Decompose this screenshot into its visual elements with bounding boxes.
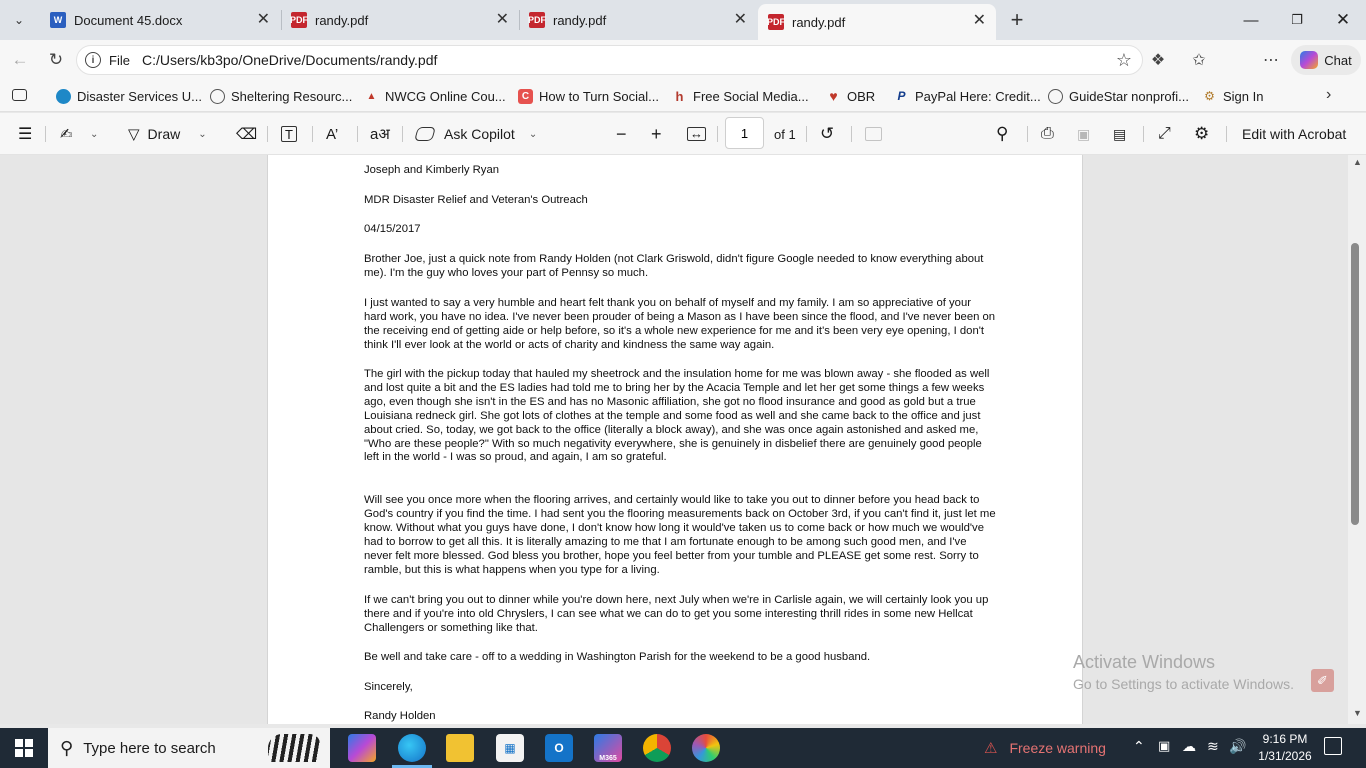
- taskbar-search-box[interactable]: [48, 728, 330, 768]
- toolbar-separator: [45, 126, 46, 142]
- toolbar-separator: [402, 126, 403, 142]
- globe-icon: [210, 89, 225, 104]
- letter-paragraph: Will see you once more when the flooring arrives, and certainly would like to take you out to dinner before you head back to God's country if you find the time. I had sent you the flooring measurements back on October 3rd, if you can't find it, just let me know. Without what you guys have done, I don't know how long it would've taken us to come back or how much we would've had to borrow to get all this. It is literally amazing to me that I am fortunate enough to be among such good men, and I've never felt more blessed. God bless you brother, hope you feel better from your tumble and PLEASE get some rest. Sorry to ramble, but this is what happens when you type for a living.: [364, 494, 996, 576]
- scroll-down-icon[interactable]: ▼: [1353, 708, 1362, 718]
- refresh-button[interactable]: [44, 48, 68, 72]
- letter-signature: Randy Holden: [364, 710, 436, 722]
- tab-randy-pdf-2[interactable]: [519, 0, 757, 40]
- weather-widget[interactable]: [984, 728, 1106, 768]
- letter-organization: MDR Disaster Relief and Veteran's Outreach: [364, 194, 588, 206]
- pdf-icon: PDF: [768, 14, 784, 30]
- tab-label: randy.pdf: [792, 14, 846, 30]
- favorite-how-to-turn-social[interactable]: [518, 86, 659, 106]
- toolbar-separator: [312, 126, 313, 142]
- notifications-icon[interactable]: [1324, 737, 1342, 755]
- toolbar-separator: [851, 126, 852, 142]
- page-number-input[interactable]: [725, 117, 764, 149]
- favorite-label: How to Turn Social...: [539, 88, 659, 104]
- clock-time: 9:16 PM: [1262, 732, 1308, 746]
- search-icon[interactable]: ⚲: [996, 124, 1009, 143]
- print-icon[interactable]: ⎙: [1041, 125, 1054, 142]
- copilot-chat-button[interactable]: [1291, 45, 1361, 75]
- copilot-icon: [1300, 51, 1318, 69]
- favorite-label: Free Social Media...: [693, 88, 809, 104]
- favorite-obr[interactable]: [826, 86, 875, 106]
- favorite-label: Sheltering Resourc...: [231, 88, 353, 104]
- favorites-button[interactable]: [1187, 48, 1211, 72]
- close-icon[interactable]: ✕: [733, 11, 747, 28]
- chat-label: Chat: [1324, 52, 1352, 68]
- vertical-scrollbar[interactable]: [1348, 155, 1366, 724]
- fit-width-icon[interactable]: ↔: [687, 127, 706, 141]
- translate-icon[interactable]: aअ: [370, 126, 390, 143]
- tab-label: Document 45.docx: [74, 12, 183, 28]
- chevron-down-icon: ⌄: [13, 13, 25, 27]
- edge-icon: [56, 89, 71, 104]
- globe-icon: [1048, 89, 1063, 104]
- toolbar-separator: [267, 126, 268, 142]
- tab-document-45[interactable]: [40, 0, 280, 40]
- letter-paragraph: The girl with the pickup today that hauled my sheetrock and the insulation home for me was blown away - she flooded as well and lost quite a bit and the ES ladies had told me to bring her by the Acacia Temple and let her get some things a few weeks ago, even though she isn't in the ES and has no Masonic affiliation, she got no flood insurance and good as gold but a true Louisiana redneck girl. She got lots of clothes at the temple and some food as well and she came back to the office and just about cried. So, today, we got back to the office (literally a block away), and she was once again astonished and asked me, "Who are these people?" With so much negativity everywhere, she is genuinely in disbelief there are genuinely good people left in the world - I was so proud, and again, I am so grateful.: [364, 368, 990, 464]
- toolbar-separator: [357, 126, 358, 142]
- ask-copilot-label: Ask Copilot: [444, 126, 515, 142]
- zebra-highlight-icon: [268, 734, 320, 762]
- text-box-icon[interactable]: T: [281, 126, 297, 142]
- rotate-icon[interactable]: ↺: [820, 124, 835, 143]
- pdf-viewer: [0, 155, 1366, 724]
- tab-randy-pdf-1[interactable]: [281, 0, 519, 40]
- favorite-label: OBR: [847, 88, 876, 104]
- letter-date: 04/15/2017: [364, 223, 421, 235]
- minimize-button[interactable]: [1228, 0, 1274, 40]
- save-icon[interactable]: ▣: [1077, 125, 1091, 142]
- toolbar-separator: [1143, 126, 1144, 142]
- site-icon: C: [518, 89, 533, 104]
- outlook-icon[interactable]: O: [545, 734, 573, 762]
- close-window-button[interactable]: [1320, 0, 1366, 40]
- photos-icon[interactable]: [692, 734, 720, 762]
- copilot-app-icon[interactable]: [348, 734, 376, 762]
- restore-icon: ❐: [1291, 12, 1303, 27]
- search-placeholder: Type here to search: [83, 739, 216, 757]
- letter-closing: Sincerely,: [364, 681, 413, 693]
- site-icon: h: [675, 88, 684, 104]
- draw-label: Draw: [147, 126, 181, 142]
- favorite-label: Disaster Services U...: [77, 88, 202, 104]
- pdf-page: [267, 155, 1083, 724]
- word-icon: W: [50, 12, 66, 28]
- tab-label: randy.pdf: [315, 12, 369, 28]
- chevron-right-icon[interactable]: ›: [1326, 86, 1332, 103]
- address-scheme: File: [109, 52, 130, 68]
- warning-icon: ⚠: [984, 740, 998, 757]
- file-explorer-icon[interactable]: [446, 734, 474, 762]
- favorite-free-social-media[interactable]: [672, 86, 809, 106]
- favorites-star-icon: ✩: [1192, 52, 1206, 69]
- favorite-nwcg[interactable]: [364, 86, 506, 106]
- chevron-down-icon[interactable]: ⌄: [90, 128, 99, 140]
- navigation-bar: [0, 40, 1366, 80]
- close-icon[interactable]: ✕: [256, 11, 270, 28]
- taskbar: [0, 728, 1366, 768]
- settings-gear-icon[interactable]: ⚙: [1194, 124, 1210, 143]
- favorite-label: PayPal Here: Credit...: [915, 88, 1041, 104]
- letter-recipient: Joseph and Kimberly Ryan: [364, 164, 500, 176]
- paypal-icon: P: [897, 89, 906, 103]
- edge-browser-icon[interactable]: [398, 734, 426, 762]
- tab-actions-button[interactable]: [6, 8, 32, 32]
- eraser-icon[interactable]: ⌫: [236, 126, 258, 143]
- toolbar-separator: [717, 126, 718, 142]
- volume-icon[interactable]: 🔊: [1229, 738, 1247, 754]
- activate-windows-title: Activate Windows: [1073, 652, 1216, 672]
- contents-list-icon[interactable]: ☰: [18, 126, 33, 143]
- close-icon: ✕: [1335, 10, 1351, 29]
- extensions-button[interactable]: [1146, 48, 1170, 72]
- tab-randy-pdf-3[interactable]: [758, 4, 996, 40]
- zoom-in-icon[interactable]: +: [651, 123, 662, 144]
- toolbar-separator: [1027, 126, 1028, 142]
- pdf-icon: PDF: [529, 12, 545, 28]
- new-tab-button[interactable]: [1004, 8, 1030, 32]
- two-page-view-icon[interactable]: [865, 127, 882, 141]
- page-total: of 1: [774, 126, 796, 142]
- minimize-icon: —: [1243, 11, 1259, 29]
- edit-with-acrobat-button[interactable]: Edit with Acrobat: [1242, 126, 1347, 142]
- letter-paragraph: Be well and take care - off to a wedding in Washington Parish for the weekend to be a good husband.: [364, 651, 871, 663]
- letter-paragraph: If we can't bring you out to dinner while you're down here, next July when we're in Carlisle again, we will certainly look you up there and if you're into old Chryslers, I can see what we can do to get you some interesting thrill rides in some new Hellcat Challengers or something like that.: [364, 594, 989, 634]
- highlight-icon[interactable]: ✍: [60, 126, 73, 143]
- chevron-down-icon: ⌄: [528, 128, 538, 140]
- activate-windows-subtitle: Go to Settings to activate Windows.: [1073, 676, 1294, 692]
- windows-logo-icon: [15, 739, 33, 757]
- favorite-paypal-here[interactable]: [894, 86, 1041, 106]
- favorites-bar: [0, 80, 1366, 112]
- acrobat-float-icon[interactable]: ✐: [1311, 669, 1334, 692]
- microsoft-store-icon[interactable]: ▦: [496, 734, 524, 762]
- read-aloud-icon[interactable]: A’: [326, 125, 339, 143]
- site-icon: ⚙: [1204, 89, 1215, 103]
- clock[interactable]: [1250, 731, 1320, 765]
- fullscreen-icon[interactable]: ⤢: [1158, 125, 1171, 142]
- copilot-icon: [414, 127, 436, 141]
- pdf-icon: PDF: [291, 12, 307, 28]
- close-icon[interactable]: ✕: [972, 12, 986, 29]
- favorite-sign-in[interactable]: [1202, 86, 1263, 106]
- chevron-down-icon: ⌄: [198, 128, 207, 140]
- onedrive-icon[interactable]: ☁: [1182, 738, 1196, 754]
- plus-icon: +: [1010, 7, 1024, 32]
- refresh-icon: ↻: [48, 50, 64, 69]
- chevron-up-icon[interactable]: ⌃: [1133, 738, 1145, 754]
- start-button[interactable]: [0, 728, 48, 768]
- letter-paragraph: I just wanted to say a very humble and heart felt thank you on behalf of myself and my family. I am so appreciative of your hard work, you have no idea. I've never been prouder of being a Mason as I have been since the flood, and I've never been on the receiving end of getting aide or help before, so it's a whole new experience for me and it's been very eye opening, I don't think I'll ever look at the world or acts of charity and kindness the same way again.: [364, 297, 996, 351]
- more-dots-icon: ⋯: [1263, 52, 1279, 69]
- favorite-label: Sign In: [1223, 88, 1264, 104]
- back-button[interactable]: [8, 48, 32, 72]
- favorite-disaster-services[interactable]: [56, 86, 202, 106]
- favorite-label: NWCG Online Cou...: [385, 88, 506, 104]
- favorite-sheltering-resources[interactable]: [210, 86, 352, 106]
- chrome-icon[interactable]: [643, 734, 671, 762]
- favorite-label: GuideStar nonprofi...: [1069, 88, 1189, 104]
- scroll-up-icon[interactable]: ▲: [1353, 157, 1362, 167]
- close-icon[interactable]: ✕: [495, 11, 509, 28]
- ask-copilot-button[interactable]: [416, 123, 537, 145]
- save-as-icon[interactable]: ▤: [1113, 125, 1127, 142]
- favorite-guidestar[interactable]: [1048, 86, 1189, 106]
- toolbar-separator: [1226, 126, 1227, 142]
- arrow-left-icon: ←: [11, 50, 29, 69]
- zoom-out-icon[interactable]: −: [616, 123, 627, 144]
- nwcg-icon: ▲: [366, 90, 377, 102]
- favorite-star-icon[interactable]: ☆: [1115, 49, 1132, 70]
- tab-bar: [0, 0, 1366, 40]
- draw-icon: ▽: [128, 126, 140, 143]
- pdf-toolbar: [0, 113, 1366, 155]
- letter-paragraph: Brother Joe, just a quick note from Randy Holden (not Clark Griswold, didn't figure Google needed to know everything about me). I'm the guy who loves your part of Pennsy so much.: [364, 253, 984, 279]
- tab-label: randy.pdf: [553, 12, 607, 28]
- microsoft-365-icon[interactable]: M365: [594, 734, 622, 762]
- more-button[interactable]: [1259, 48, 1283, 72]
- weather-text: Freeze warning: [1009, 740, 1106, 756]
- reading-list-icon[interactable]: [12, 89, 27, 101]
- puzzle-icon: ❖: [1150, 52, 1166, 69]
- draw-button[interactable]: [128, 123, 207, 145]
- info-icon[interactable]: i: [85, 52, 101, 68]
- meet-now-icon[interactable]: ▣: [1158, 738, 1171, 753]
- heart-icon: ♥: [829, 88, 838, 104]
- wifi-icon[interactable]: ≋: [1207, 738, 1219, 754]
- search-icon: ⚲: [60, 737, 74, 758]
- restore-button[interactable]: [1274, 0, 1320, 40]
- address-url[interactable]: C:/Users/kb3po/OneDrive/Documents/randy.pdf: [141, 52, 438, 68]
- address-bar[interactable]: [76, 45, 1143, 75]
- scroll-thumb[interactable]: [1351, 243, 1359, 525]
- clock-date: 1/31/2026: [1258, 749, 1312, 763]
- toolbar-separator: [806, 126, 807, 142]
